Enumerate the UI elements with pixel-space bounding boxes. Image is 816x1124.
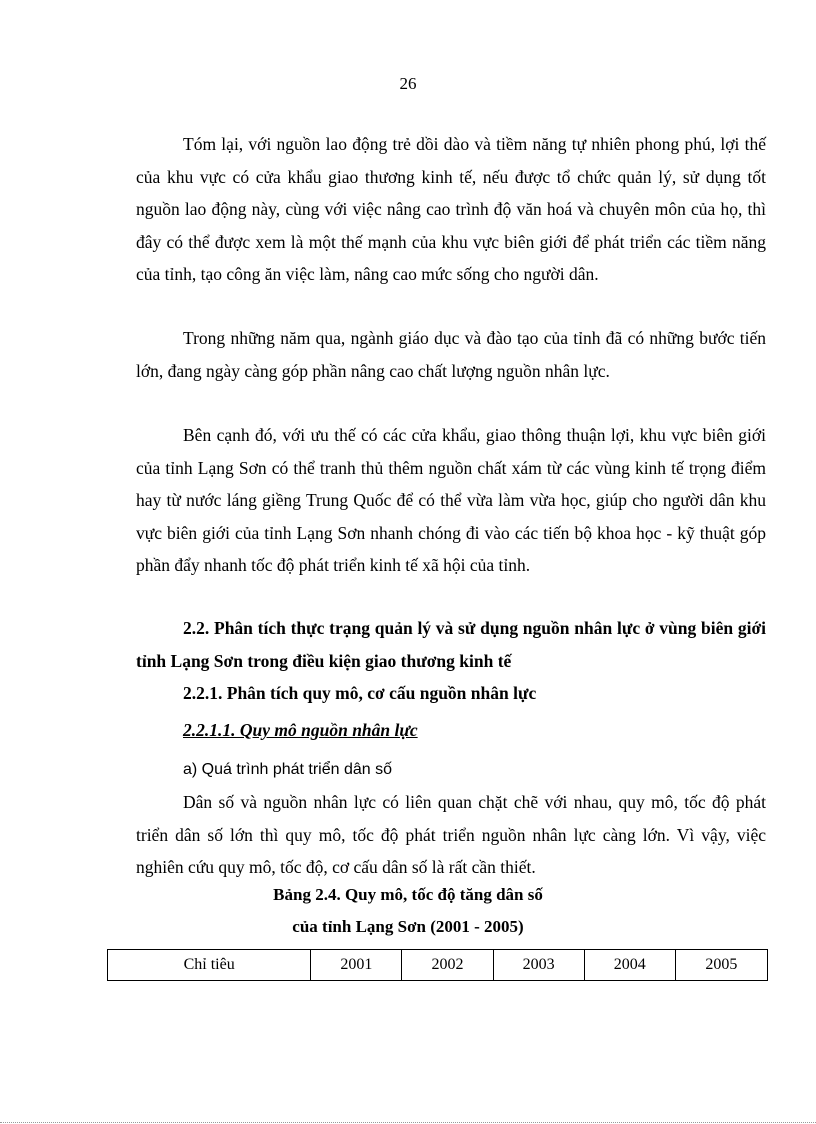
table-caption-line-1: Bảng 2.4. Quy mô, tốc độ tăng dân số xyxy=(273,885,543,904)
section-heading-2-2: 2.2. Phân tích thực trạng quản lý và sử dụng nguồn nhân lực ở vùng biên giới tỉnh Lạng Sơn trong điều kiện giao thương kinh tế xyxy=(136,618,766,671)
paragraph-population: Dân số và nguồn nhân lực có liên quan chặt chẽ với nhau, quy mô, tốc độ phát triển dân số lớn thì quy mô, tốc độ phát triển nguồn nhân lực càng lớn. Vì vậy, việc nghiên cứu quy mô, tốc độ, cơ cấu dân số là rất cần thiết. xyxy=(136,792,766,878)
table-header-cell: 2002 xyxy=(402,950,493,981)
table-header-cell: 2003 xyxy=(493,950,584,981)
table-header-cell: Chỉ tiêu xyxy=(108,950,311,981)
population-table xyxy=(107,949,768,981)
paragraph-education: Trong những năm qua, ngành giáo dục và đào tạo của tỉnh đã có những bước tiến lớn, đang ngày càng góp phần nâng cao chất lượng nguồn nhân lực. xyxy=(136,328,766,381)
section-heading-2-2-1-1: 2.2.1.1. Quy mô nguồn nhân lực xyxy=(183,720,418,740)
table-header-cell: 2001 xyxy=(311,950,402,981)
table-header-cell: 2004 xyxy=(584,950,675,981)
section-heading-2-2-1: 2.2.1. Phân tích quy mô, cơ cấu nguồn nhân lực xyxy=(183,683,537,703)
table-header-cell: 2005 xyxy=(675,950,767,981)
paragraph-summary: Tóm lại, với nguồn lao động trẻ dồi dào và tiềm năng tự nhiên phong phú, lợi thế của khu vực có cửa khẩu giao thương kinh tế, nếu được tổ chức quản lý, sử dụng tốt nguồn lao động này, cùng với việc nâng cao trình độ văn hoá và chuyên môn của họ, thì đây có thể được xem là một thế mạnh của khu vực biên giới để phát triển các tiềm năng của tỉnh, tạo công ăn việc làm, nâng cao mức sống cho người dân. xyxy=(136,134,766,285)
page-number: 26 xyxy=(399,74,417,93)
paragraph-border-advantages: Bên cạnh đó, với ưu thế có các cửa khẩu, giao thông thuận lợi, khu vực biên giới của tỉnh Lạng Sơn có thể tranh thủ thêm nguồn chất xám từ các vùng kinh tế trọng điểm hay từ nước láng giềng Trung Quốc để có thể vừa làm vừa học, giúp cho người dân khu vực biên giới của tỉnh Lạng Sơn nhanh chóng đi vào các tiến bộ khoa học - kỹ thuật góp phần đẩy nhanh tốc độ phát triển kinh tế xã hội của tỉnh. xyxy=(136,425,766,576)
table-caption-line-2: của tỉnh Lạng Sơn (2001 - 2005) xyxy=(292,917,524,936)
subsection-heading-a: a) Quá trình phát triển dân số xyxy=(183,761,393,778)
table-header-row xyxy=(108,950,768,981)
